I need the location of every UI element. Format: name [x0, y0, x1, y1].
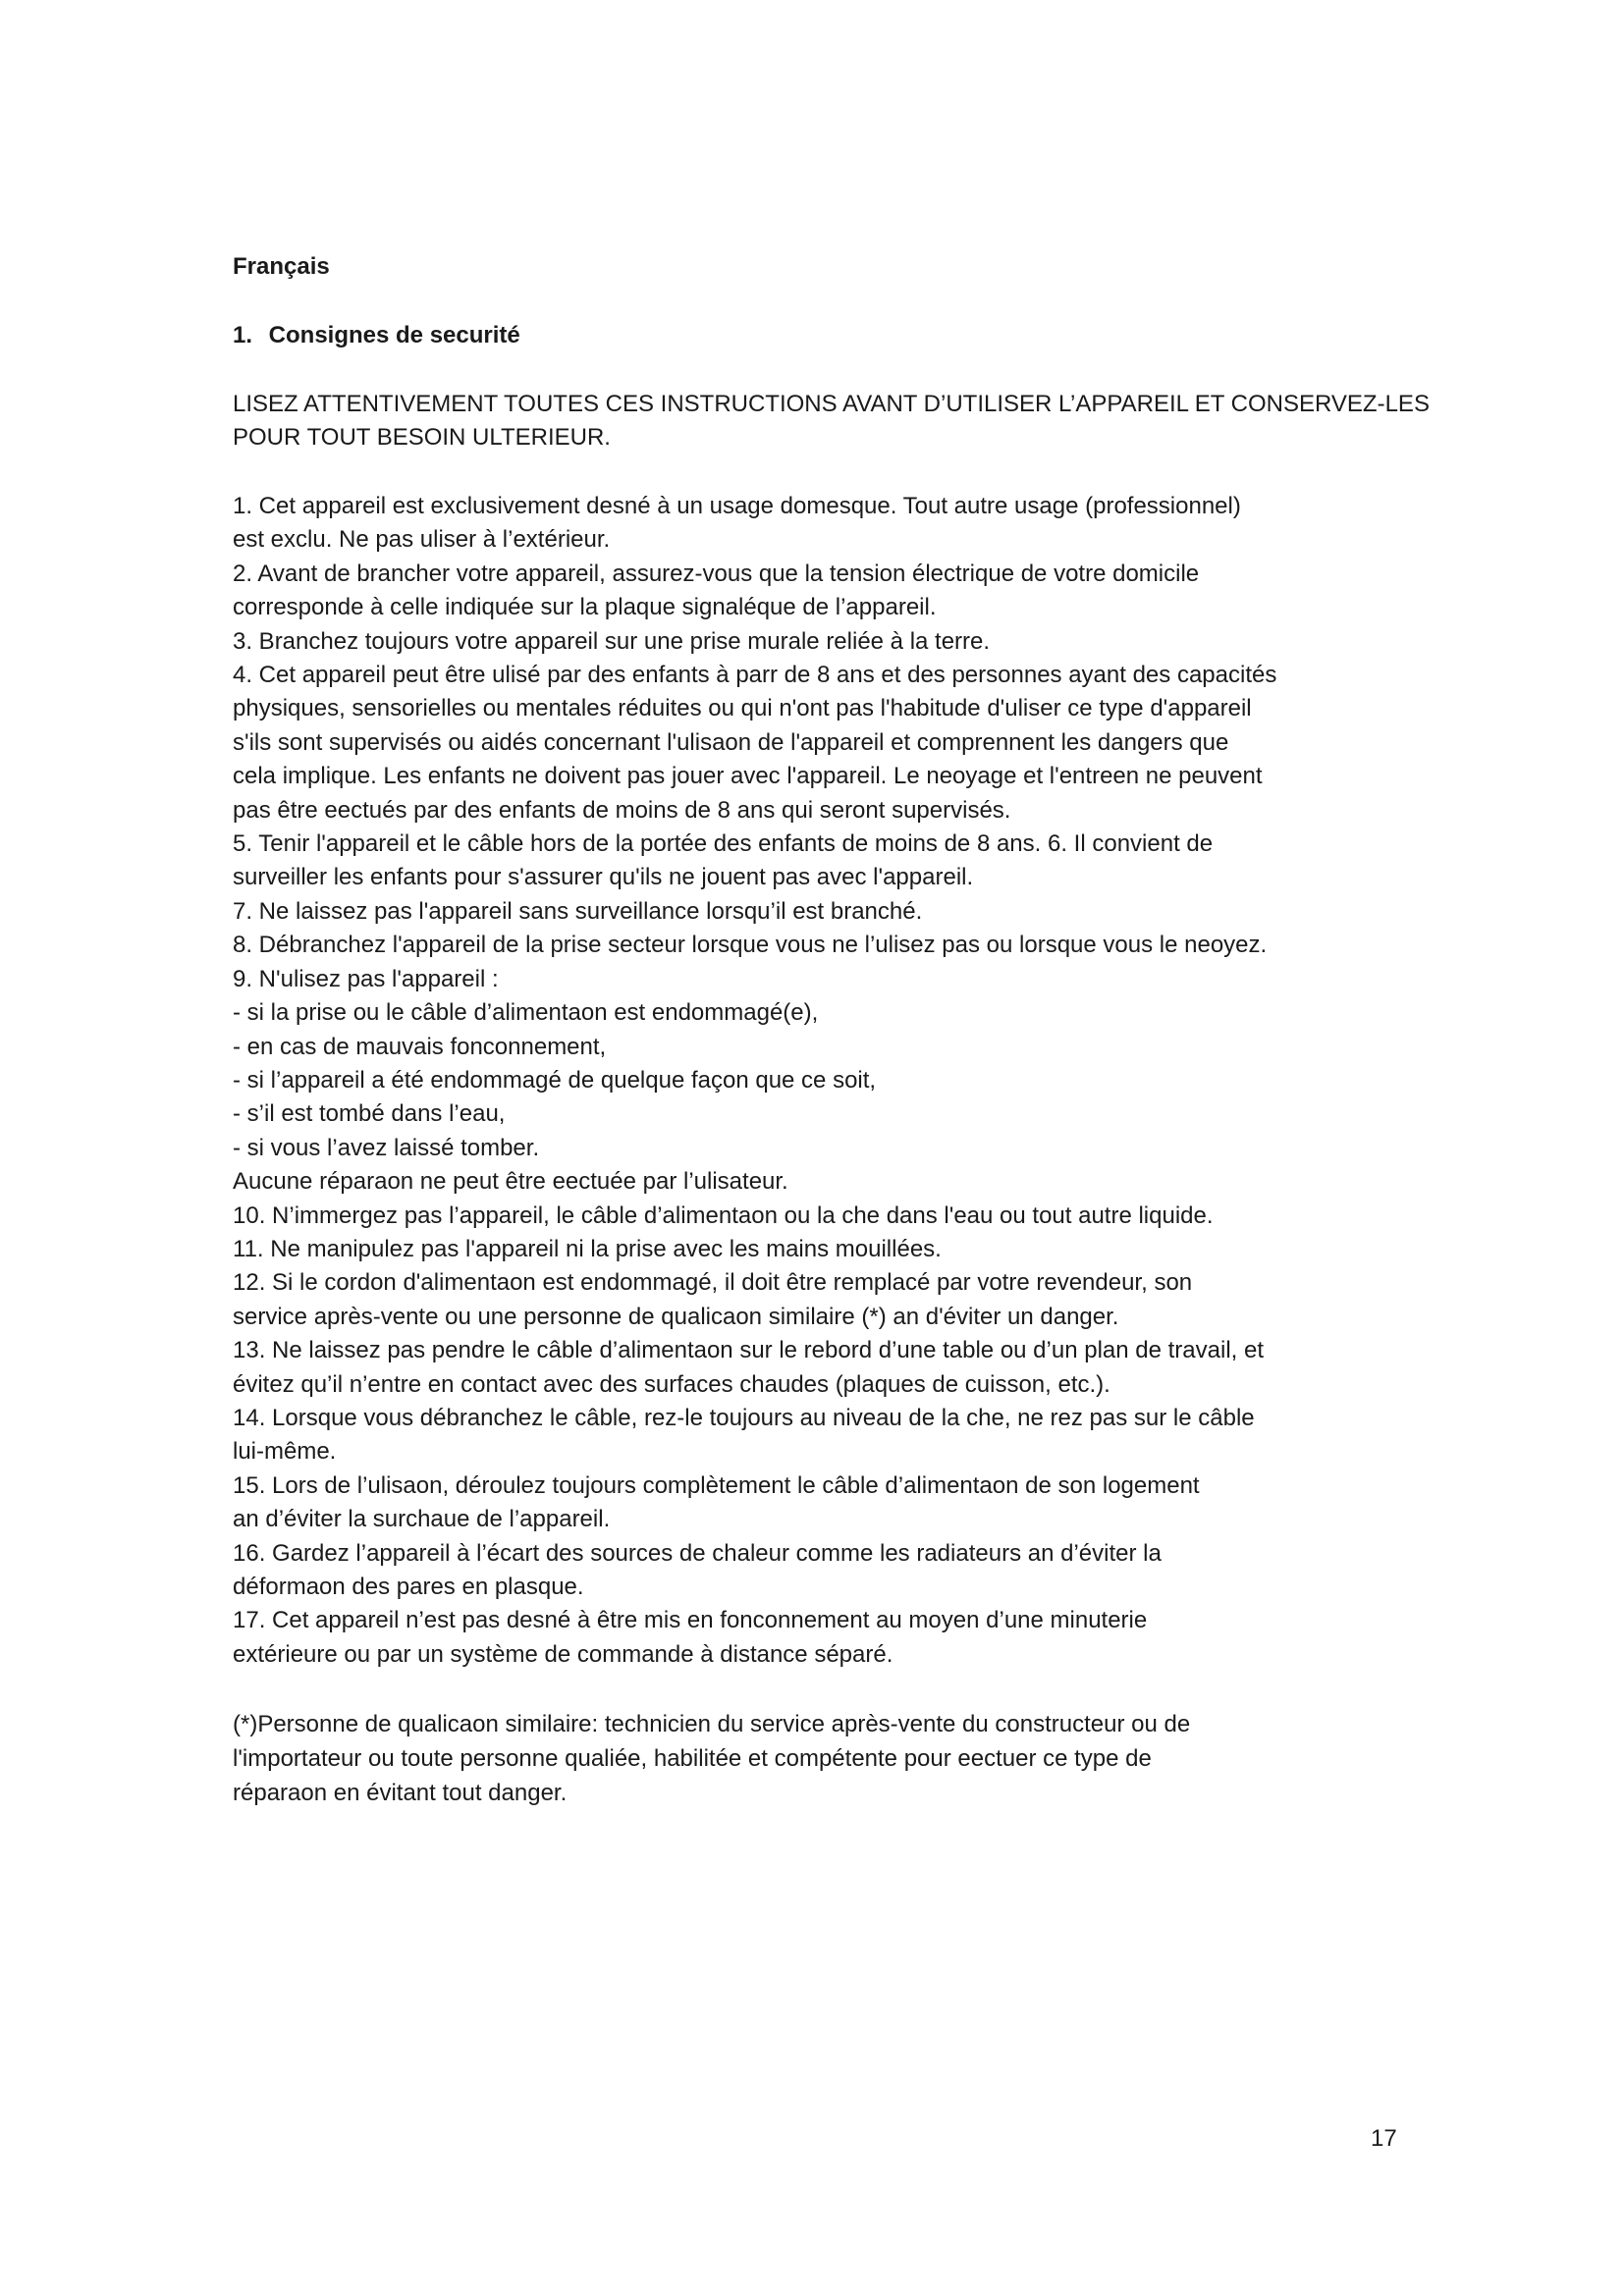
instruction-line: extérieure ou par un système de commande à distance séparé.: [233, 1640, 893, 1668]
section-number: 1.: [233, 322, 253, 348]
instruction-line: an d’éviter la surchaue de l’appareil.: [233, 1506, 611, 1533]
instruction-line: cela implique. Les enfants ne doivent pas jouer avec l'appareil. Le neoyage et l'entreen ne peuvent: [233, 763, 1263, 790]
instruction-line: service après-vente ou une personne de qualicaon similaire (*) an d'éviter un danger.: [233, 1303, 1119, 1330]
document-page: [233, 250, 1431, 1810]
instruction-line: 7. Ne laissez pas l'appareil sans surveillance lorsqu’il est branché.: [233, 897, 923, 925]
section-title: [233, 319, 1431, 352]
instruction-line: pas être eectués par des enfants de moins de 8 ans qui seront supervisés.: [233, 796, 1011, 824]
instruction-line: - si l’appareil a été endommagé de quelque façon que ce soit,: [233, 1066, 877, 1094]
instruction-line: 10. N’immergez pas l’appareil, le câble d’alimentaon ou la che dans l'eau ou tout autre liquide.: [233, 1201, 1214, 1229]
instruction-line: physiques, sensorielles ou mentales réduites ou qui n'ont pas l'habitude d'uliser ce type d'appareil: [233, 695, 1252, 722]
instruction-line: Aucune réparaon ne peut être eectuée par l’ulisateur.: [233, 1168, 788, 1196]
instruction-line: corresponde à celle indiquée sur la plaque signaléque de l’appareil.: [233, 594, 937, 621]
instruction-line: 9. N'ulisez pas l'appareil :: [233, 965, 499, 992]
instruction-line: 5. Tenir l'appareil et le câble hors de la portée des enfants de moins de 8 ans. 6. Il convient de: [233, 830, 1214, 858]
footnote-line: réparaon en évitant tout danger.: [233, 1780, 568, 1807]
instruction-line: surveiller les enfants pour s'assurer qu'ils ne jouent pas avec l'appareil.: [233, 864, 974, 891]
instruction-line: - en cas de mauvais fonconnement,: [233, 1033, 607, 1060]
instruction-line: 14. Lorsque vous débranchez le câble, rez-le toujours au niveau de la che, ne rez pas sur le câble: [233, 1404, 1255, 1431]
intro-line: LISEZ ATTENTIVEMENT TOUTES CES INSTRUCTIONS AVANT D’UTILISER L’APPAREIL ET CONSERVEZ-LES: [233, 391, 1430, 417]
instruction-line: 11. Ne manipulez pas l'appareil ni la prise avec les mains mouillées.: [233, 1235, 942, 1262]
intro-warning: [233, 388, 1431, 454]
instruction-line: 15. Lors de l’ulisaon, déroulez toujours complètement le câble d’alimentaon de son logement: [233, 1471, 1200, 1499]
instruction-line: lui-même.: [233, 1438, 337, 1466]
language-heading: Français: [233, 253, 330, 280]
instruction-line: est exclu. Ne pas uliser à l’extérieur.: [233, 526, 611, 554]
instruction-line: - s’il est tombé dans l’eau,: [233, 1100, 506, 1128]
instruction-line: 1. Cet appareil est exclusivement desné à un usage domesque. Tout autre usage (professionnel): [233, 493, 1241, 519]
instruction-line: déformaon des pares en plasque.: [233, 1574, 584, 1600]
page-number: 17: [1371, 2125, 1397, 2152]
instruction-line: 4. Cet appareil peut être ulisé par des enfants à parr de 8 ans et des personnes ayant des capacités: [233, 662, 1277, 689]
instruction-line: - si la prise ou le câble d’alimentaon est endommagé(e),: [233, 999, 819, 1027]
instruction-line: 17. Cet appareil n’est pas desné à être mis en fonconnement au moyen d’une minuterie: [233, 1607, 1148, 1634]
instruction-line: s'ils sont supervisés ou aidés concernant l'ulisaon de l'appareil et comprennent les dangers que: [233, 728, 1229, 756]
instruction-line: 8. Débranchez l'appareil de la prise secteur lorsque vous ne l’ulisez pas ou lorsque vous le neoyez.: [233, 932, 1268, 959]
footnote-line: (*)Personne de qualicaon similaire: technicien du service après-vente du constructeur ou de: [233, 1711, 1191, 1738]
instruction-line: 3. Branchez toujours votre appareil sur une prise murale reliée à la terre.: [233, 627, 991, 655]
section-title-text: Consignes de securité: [268, 322, 520, 348]
instruction-line: 13. Ne laissez pas pendre le câble d’alimentaon sur le rebord d’une table ou d’un plan de travail, et: [233, 1337, 1264, 1364]
instruction-line: - si vous l’avez laissé tomber.: [233, 1134, 540, 1161]
footnote-line: l'importateur ou toute personne qualiée, habilitée et compétente pour eectuer ce type de: [233, 1745, 1152, 1773]
instruction-line: 2. Avant de brancher votre appareil, assurez-vous que la tension électrique de votre domicile: [233, 560, 1200, 587]
footnote: [233, 1707, 1431, 1810]
intro-line: POUR TOUT BESOIN ULTERIEUR.: [233, 424, 611, 451]
instruction-line: 16. Gardez l’appareil à l’écart des sources de chaleur comme les radiateurs an d’éviter la: [233, 1539, 1162, 1567]
instruction-line: évitez qu’il n’entre en contact avec des surfaces chaudes (plaques de cuisson, etc.).: [233, 1370, 1110, 1398]
safety-instructions-list: [233, 490, 1431, 1672]
instruction-line: 12. Si le cordon d'alimentaon est endommagé, il doit être remplacé par votre revendeur, son: [233, 1269, 1193, 1297]
